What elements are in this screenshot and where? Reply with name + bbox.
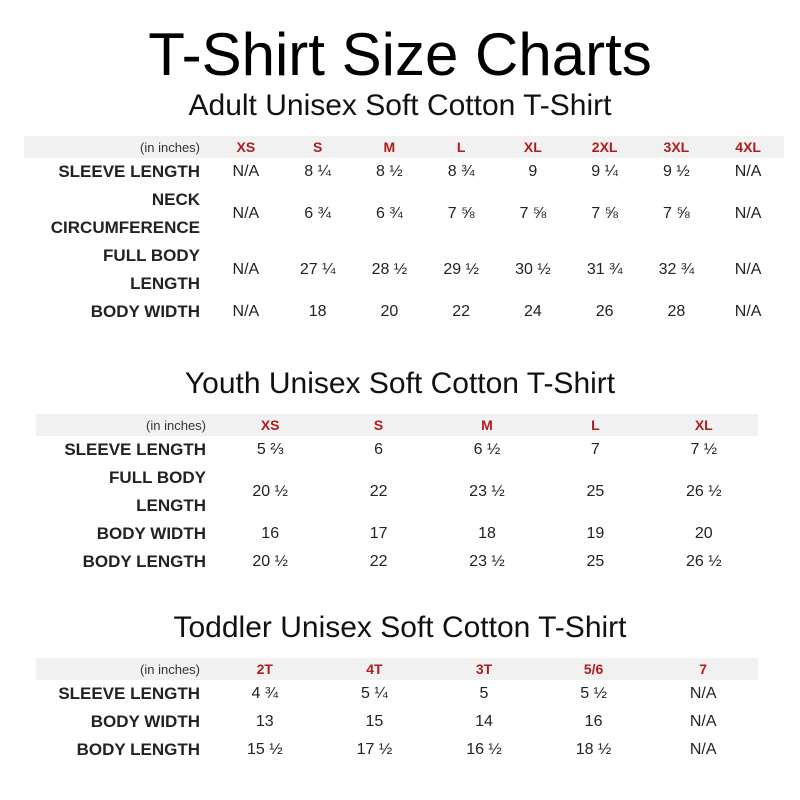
- table-cell: N/A: [232, 303, 260, 320]
- table-cell: 28: [667, 303, 686, 320]
- table-cell: 6 ¾: [376, 205, 403, 222]
- table-cell: N/A: [232, 205, 260, 222]
- size-header: S: [324, 414, 432, 436]
- table-cell: 5 ½: [580, 685, 607, 702]
- table-cell: 22: [369, 483, 388, 500]
- row-label-line: FULL BODY: [103, 246, 200, 265]
- size-header: 4T: [320, 658, 430, 680]
- table-cell: 28 ½: [371, 261, 408, 278]
- row-label: BODY LENGTH: [76, 740, 200, 759]
- table-cell: 25: [586, 553, 605, 570]
- table-cell: 4 ¾: [251, 685, 279, 702]
- size-header: 3XL: [641, 136, 713, 158]
- table-cell: N/A: [689, 741, 717, 758]
- row-label-line: FULL BODY: [109, 468, 206, 487]
- table-cell: 18 ½: [575, 741, 612, 758]
- table-cell: 25: [586, 483, 605, 500]
- toddler-size-table: [36, 658, 758, 764]
- size-header: M: [354, 136, 426, 158]
- table-cell: 31 ¾: [586, 261, 623, 278]
- size-header: L: [425, 136, 497, 158]
- table-row: [36, 708, 758, 736]
- size-header-row: [24, 136, 784, 158]
- table-cell: 15: [365, 713, 384, 730]
- table-cell: 14: [475, 713, 493, 730]
- table-row: [36, 520, 758, 548]
- youth-size-table: [36, 414, 758, 576]
- size-header: XL: [650, 414, 758, 436]
- row-label: [24, 186, 210, 242]
- table-row: [36, 736, 758, 764]
- table-cell: 9 ¼: [591, 163, 618, 180]
- table-cell: N/A: [734, 205, 762, 222]
- table-cell: 20 ½: [252, 553, 288, 570]
- row-label: [36, 464, 216, 520]
- table-cell: 19: [586, 525, 605, 542]
- table-cell: 26 ½: [685, 553, 722, 570]
- table-cell: 26 ½: [685, 483, 722, 500]
- table-cell: 20: [380, 303, 399, 320]
- table-cell: 30 ½: [515, 261, 551, 278]
- size-header: 7: [648, 658, 758, 680]
- table-cell: 13: [255, 713, 274, 730]
- table-cell: 7: [590, 441, 600, 458]
- size-header: XL: [497, 136, 569, 158]
- adult-chart-title: Adult Unisex Soft Cotton T-Shirt: [188, 89, 612, 122]
- table-cell: 24: [523, 303, 542, 320]
- size-header: S: [282, 136, 354, 158]
- table-cell: 22: [369, 553, 388, 570]
- row-label-line: NECK: [151, 190, 200, 209]
- table-cell: N/A: [734, 303, 762, 320]
- youth-size-chart: [0, 366, 800, 571]
- adult-size-table: [24, 136, 784, 326]
- table-cell: 32 ¾: [658, 261, 695, 278]
- table-cell: N/A: [232, 261, 260, 278]
- table-row: [36, 464, 758, 520]
- table-cell: N/A: [689, 685, 717, 702]
- table-cell: 15 ½: [247, 741, 283, 758]
- table-cell: 5 ¼: [361, 685, 388, 702]
- size-header: M: [433, 414, 541, 436]
- table-cell: 7 ½: [690, 441, 718, 458]
- size-header: XS: [216, 414, 324, 436]
- table-cell: 8 ¾: [447, 163, 475, 180]
- table-cell: 26: [595, 303, 614, 320]
- size-header-row: [36, 414, 758, 436]
- row-label-line: LENGTH: [136, 496, 206, 515]
- table-cell: 16 ½: [466, 741, 502, 758]
- row-label: SLEEVE LENGTH: [58, 162, 200, 181]
- table-row: [36, 548, 758, 576]
- table-cell: N/A: [734, 163, 762, 180]
- row-label: SLEEVE LENGTH: [58, 684, 200, 703]
- size-header: 2XL: [569, 136, 641, 158]
- table-cell: 8 ½: [376, 163, 403, 180]
- row-label: SLEEVE LENGTH: [64, 440, 206, 459]
- table-cell: 29 ½: [443, 261, 479, 278]
- table-row: [24, 242, 784, 298]
- unit-label: (in inches): [36, 414, 216, 436]
- table-cell: 23 ½: [469, 483, 505, 500]
- size-header: L: [541, 414, 649, 436]
- unit-label: (in inches): [36, 658, 210, 680]
- table-cell: 18: [478, 525, 496, 542]
- unit-label: (in inches): [24, 136, 210, 158]
- table-cell: 20 ½: [252, 483, 288, 500]
- youth-chart-title: Youth Unisex Soft Cotton T-Shirt: [184, 367, 616, 400]
- table-cell: 6: [374, 441, 384, 458]
- row-label-line: CIRCUMFERENCE: [50, 218, 200, 237]
- table-cell: 16: [584, 713, 603, 730]
- table-cell: 6 ¾: [304, 205, 331, 222]
- row-label: BODY WIDTH: [96, 524, 206, 543]
- table-cell: 7 ⅝: [591, 205, 618, 222]
- size-header: 4XL: [712, 136, 784, 158]
- table-cell: N/A: [734, 261, 762, 278]
- table-row: [24, 186, 784, 242]
- row-label: BODY LENGTH: [82, 552, 206, 571]
- row-label: BODY WIDTH: [90, 302, 200, 321]
- table-cell: 7 ⅝: [663, 205, 690, 222]
- table-cell: 20: [694, 525, 713, 542]
- table-cell: 16: [261, 525, 280, 542]
- row-label: [24, 242, 210, 298]
- table-cell: N/A: [689, 713, 717, 730]
- table-cell: 17: [369, 525, 388, 542]
- table-cell: 5: [479, 685, 489, 702]
- table-cell: 17 ½: [356, 741, 393, 758]
- table-cell: 7 ⅝: [519, 205, 547, 222]
- size-header: 3T: [429, 658, 539, 680]
- table-cell: 9 ½: [663, 163, 690, 180]
- toddler-size-chart: [0, 610, 800, 759]
- size-header: 5/6: [539, 658, 649, 680]
- adult-size-chart: [0, 88, 800, 321]
- table-cell: 5 ⅔: [256, 441, 284, 458]
- table-cell: 23 ½: [469, 553, 505, 570]
- table-cell: 6 ½: [473, 441, 501, 458]
- table-cell: 7 ⅝: [447, 205, 475, 222]
- table-cell: 8 ¼: [304, 163, 331, 180]
- size-header: 2T: [210, 658, 320, 680]
- table-cell: N/A: [232, 163, 260, 180]
- table-row: [24, 158, 784, 186]
- row-label: BODY WIDTH: [90, 712, 200, 731]
- toddler-chart-title: Toddler Unisex Soft Cotton T-Shirt: [173, 611, 627, 644]
- table-row: [36, 436, 758, 464]
- size-header-row: [36, 658, 758, 680]
- table-cell: 22: [452, 303, 471, 320]
- size-header: XS: [210, 136, 282, 158]
- table-row: [36, 680, 758, 708]
- table-cell: 18: [308, 303, 327, 320]
- row-label-line: LENGTH: [130, 274, 200, 293]
- table-cell: 27 ¼: [299, 261, 336, 278]
- table-row: [24, 298, 784, 326]
- table-cell: 9: [528, 163, 538, 180]
- page-title: T-Shirt Size Charts: [148, 21, 652, 88]
